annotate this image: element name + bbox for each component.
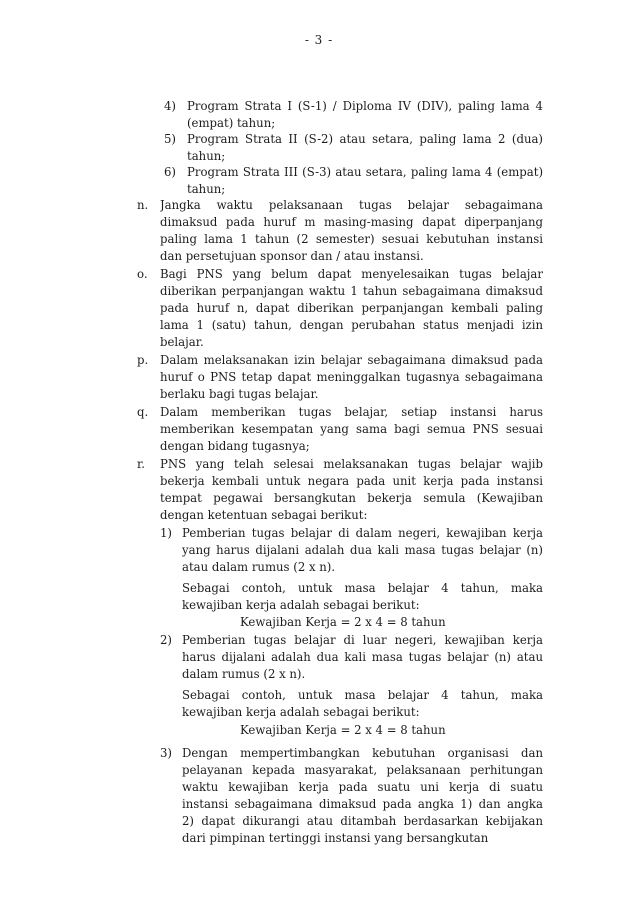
- item-line: (empat) tahun;: [187, 116, 276, 130]
- item-marker: 2): [160, 633, 172, 647]
- item-marker: o.: [137, 267, 148, 281]
- item-line: lama 1 (satu) tahun, dengan perubahan status menjadi izin: [160, 318, 543, 332]
- item-marker: 6): [164, 165, 176, 179]
- item-marker: 5): [164, 132, 176, 146]
- formula-line-2: Kewajiban Kerja = 2 x 4 = 8 tahun: [240, 723, 446, 737]
- item-line: waktu kewajiban kerja pada suatu uni kerja di suatu: [182, 780, 543, 794]
- item-line: diberikan perpanjangan waktu 1 tahun sebagaimana dimaksud: [160, 284, 543, 298]
- item-line: Program Strata III (S-3) atau setara, paling lama 4 (empat): [187, 165, 543, 179]
- item-line: berlaku bagi tugas belajar.: [160, 387, 319, 401]
- item-marker: q.: [137, 405, 149, 419]
- item-line: 2) dapat dikurangi atau ditambah berdasarkan kebijakan: [182, 814, 543, 828]
- item-line: Sebagai contoh, untuk masa belajar 4 tahun, maka: [182, 688, 543, 702]
- item-line: Pemberian tugas belajar di luar negeri, kewajiban kerja: [182, 633, 543, 647]
- item-line: dalam rumus (2 x n).: [182, 667, 306, 681]
- item-line: tahun;: [187, 182, 226, 196]
- item-line: belajar.: [160, 335, 204, 349]
- item-line: pelayanan kepada masyarakat, pelaksanaan perhitungan: [182, 763, 543, 777]
- item-line: huruf o PNS tetap dapat meninggalkan tugasnya sebagaimana: [160, 370, 543, 384]
- item-line: Jangka waktu pelaksanaan tugas belajar sebagaimana: [160, 198, 543, 212]
- item-marker: 1): [160, 526, 172, 540]
- item-line: dimaksud pada huruf m masing-masing dapat diperpanjang: [160, 215, 543, 229]
- item-line: paling lama 1 tahun (2 semester) sesuai kebutuhan instansi: [160, 232, 543, 246]
- item-marker: n.: [137, 198, 149, 212]
- item-marker: r.: [137, 457, 146, 471]
- item-marker: p.: [137, 353, 149, 367]
- item-line: instansi sebagaimana dimaksud pada angka 1) dan angka: [182, 797, 543, 811]
- item-marker: 3): [160, 746, 172, 760]
- item-line: dan persetujuan sponsor dan / atau instansi.: [160, 249, 424, 263]
- item-line: memberikan kesempatan yang sama bagi semua PNS sesuai: [160, 422, 543, 436]
- item-line: Dalam melaksanakan izin belajar sebagaimana dimaksud pada: [160, 353, 543, 367]
- item-line: Program Strata II (S-2) atau setara, paling lama 2 (dua): [187, 132, 543, 146]
- item-line: Bagi PNS yang belum dapat menyelesaikan tugas belajar: [160, 267, 543, 281]
- item-line: tahun;: [187, 149, 226, 163]
- page-number: - 3 -: [304, 33, 334, 47]
- item-line: atau dalam rumus (2 x n).: [182, 560, 336, 574]
- item-line: tempat pegawai bersangkutan bekerja semula (Kewajiban: [160, 491, 543, 505]
- item-line: PNS yang telah selesai melaksanakan tugas belajar wajib: [160, 457, 543, 471]
- item-line: Sebagai contoh, untuk masa belajar 4 tahun, maka: [182, 581, 543, 595]
- item-line: bekerja kembali untuk negara pada unit kerja pada instansi: [160, 474, 543, 488]
- item-line: harus dijalani adalah dua kali masa tugas belajar (n) atau: [182, 650, 543, 664]
- item-marker: 4): [164, 99, 176, 113]
- item-line: Dalam memberikan tugas belajar, setiap instansi harus: [160, 405, 543, 419]
- item-line: dari pimpinan tertinggi instansi yang bersangkutan: [182, 831, 489, 845]
- item-line: Pemberian tugas belajar di dalam negeri, kewajiban kerja: [182, 526, 543, 540]
- item-line: Dengan mempertimbangkan kebutuhan organisasi dan: [182, 746, 543, 760]
- item-line: pada huruf n, dapat diberikan perpanjangan kembali paling: [160, 301, 543, 315]
- formula-line-1: Kewajiban Kerja = 2 x 4 = 8 tahun: [240, 615, 446, 629]
- item-line: kewajiban kerja adalah sebagai berikut:: [182, 705, 420, 719]
- item-line: Program Strata I (S-1) / Diploma IV (DIV), paling lama 4: [187, 99, 543, 113]
- item-line: dengan ketentuan sebagai berikut:: [160, 508, 368, 522]
- item-line: yang harus dijalani adalah dua kali masa tugas belajar (n): [182, 543, 543, 557]
- item-line: kewajiban kerja adalah sebagai berikut:: [182, 598, 420, 612]
- item-line: dengan bidang tugasnya;: [160, 439, 310, 453]
